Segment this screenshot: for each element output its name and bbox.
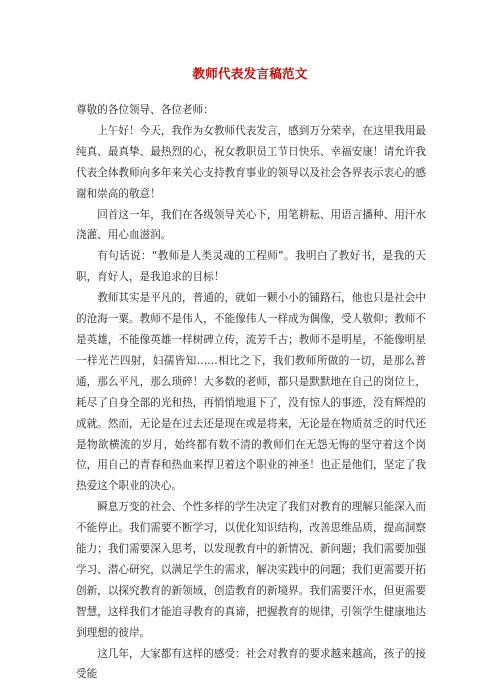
paragraph-6: 这几年，大家都有这样的感受：社会对教育的要求越来越高，孩子的接受能 <box>76 647 426 681</box>
paragraph-1: 上午好！今天，我作为女教师代表发言，感到万分荣幸，在这里我用最纯真、最真挚、最热烈的心，祝女教职员工节日快乐、幸福安康！请允许我代表全体教师向多年来关心支持教育事业的领导以及社会各界表示衷心的感谢和崇高的敬意！ <box>76 124 426 200</box>
paragraph-4: 教师其实是平凡的，普通的，就如一颗小小的铺路石，他也只是社会中的沧海一粟。教师不是伟人，不能像伟人一样成为偶像，受人敬仰；教师不是英雄，不能像英雄一样树碑立传，流芳千古；教师不是明星，不能像明星一样光芒四射，妇孺皆知……相比之下，我们教师所做的一切，是那么普通，那么平凡，那么琐碎！大多数的老师，都只是默默地在自己的岗位上，耗尽了自身全部的光和热，再悄悄地退下了，没有惊人的事迹，没有辉煌的成就。然而，无论是在过去还是现在或是将来，无论是在物质贫乏的时代还是物欲横流的岁月，始终都有数不清的教师们在无怨无悔的坚守着这个岗位，用自己的青春和热血来捍卫着这个职业的神圣！也正是他们，坚定了我热爱这个职业的决心。 <box>76 292 426 493</box>
paragraph-5: 瞬息万变的社会、个性多样的学生决定了我们对教育的理解只能深入而不能停止。我们需要不断学习，以优化知识结构，改善思维品质，提高洞察能力；我们需要深入思考，以发现教育中的新情况、新问题；我们需要加强学习、潜心研究，以满足学生的需求，解决实践中的问题；我们更需要开拓创新，以探究教育的新领域，创造教育的新境界。我们需要汗水，但更需要智慧，这样我们才能追寻教育的真谛，把握教育的规律，引领学生健康地达到理想的彼岸。 <box>76 501 426 639</box>
document-body <box>76 100 426 685</box>
paragraph-3: 有句话说：“教师是人类灵魂的工程师”。我明白了教好书，是我的天职，育好人，是我追求的目标！ <box>76 250 426 284</box>
paragraph-2: 回首这一年，我们在各级领导关心下，用笔耕耘、用语言播种、用汗水浇灌、用心血滋润。 <box>76 208 426 242</box>
salutation: 尊敬的各位领导、各位老师： <box>76 104 214 116</box>
document-title: 教师代表发言稿范文 <box>192 66 308 81</box>
